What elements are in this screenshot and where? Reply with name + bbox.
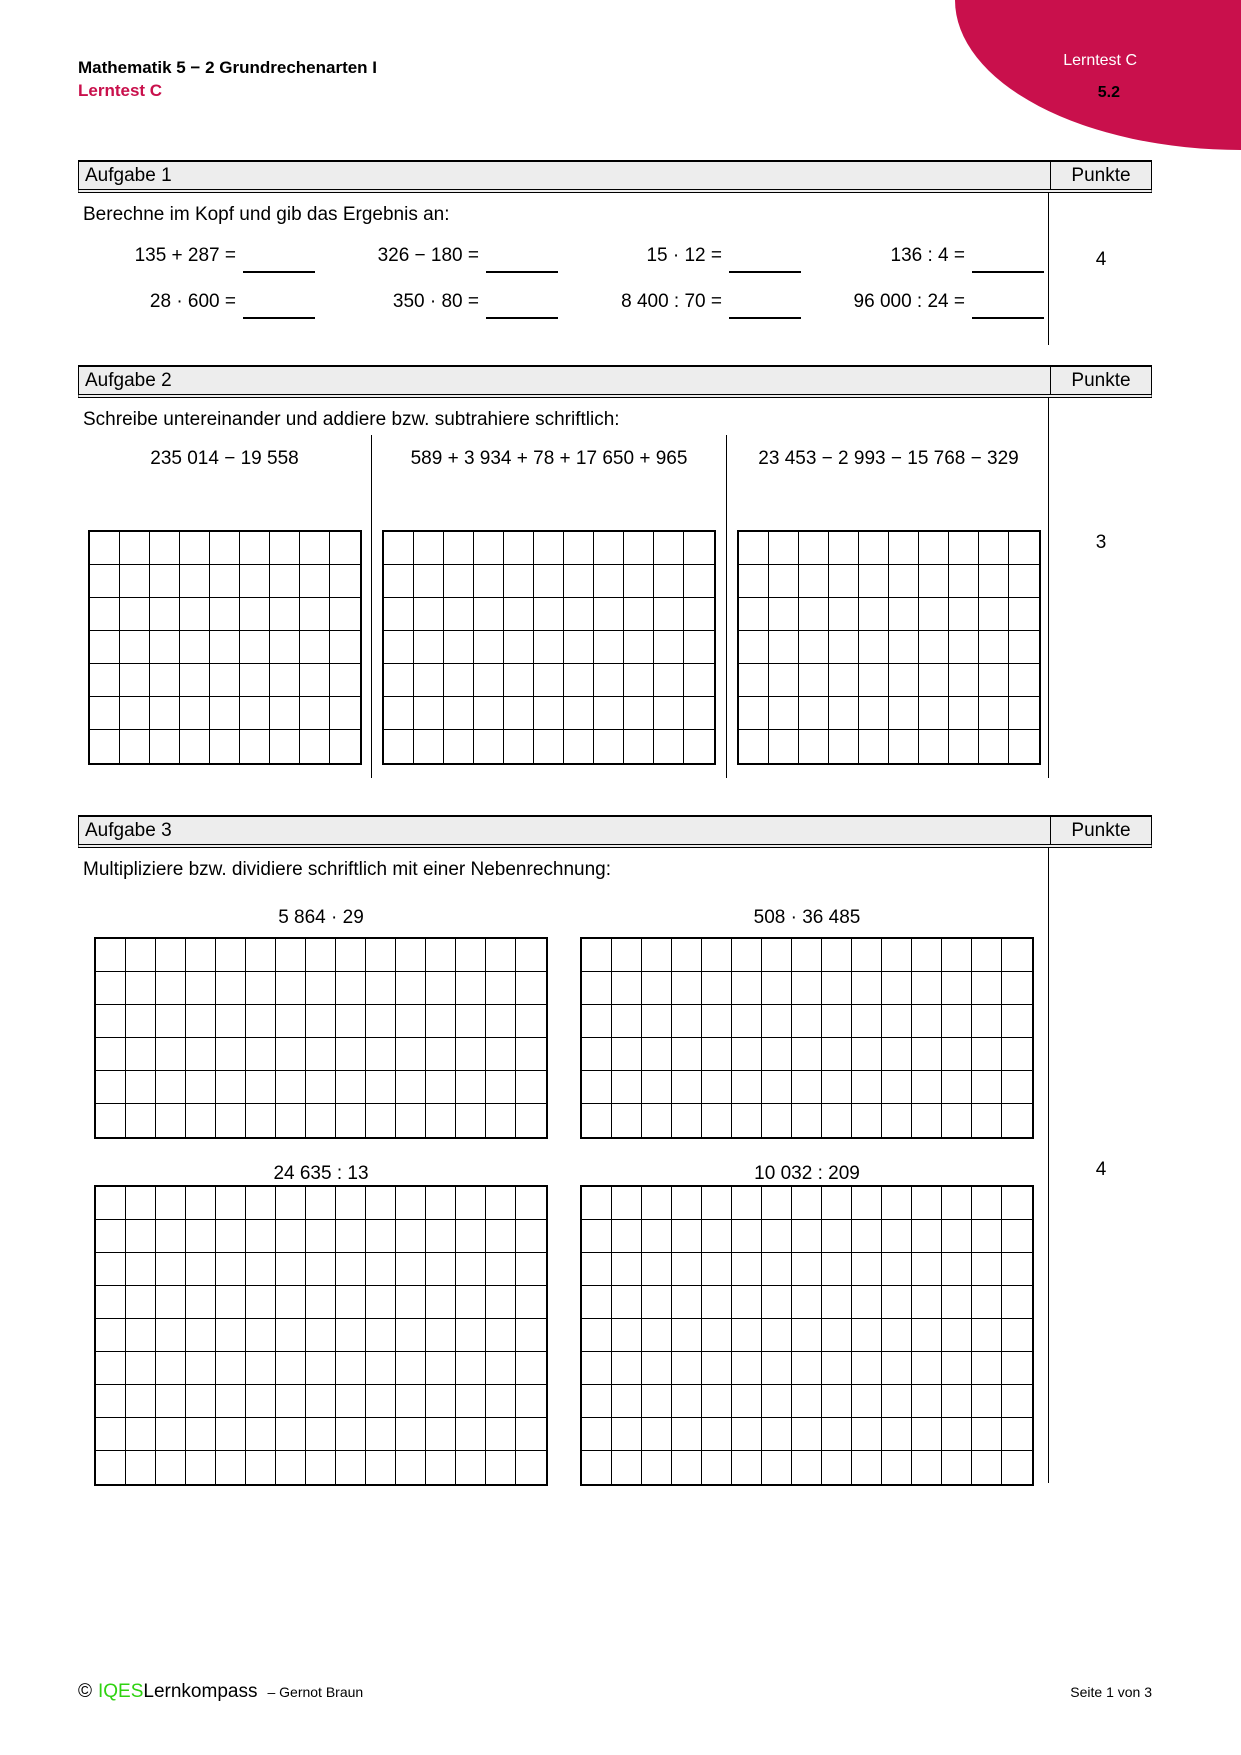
task-3-grids-row-1 bbox=[78, 937, 1050, 1139]
task-2-problem-columns bbox=[78, 435, 1050, 778]
corner-test-label: Lerntest C bbox=[1063, 52, 1137, 69]
mental-item bbox=[807, 289, 1050, 319]
answer-blank bbox=[729, 293, 801, 319]
corner-badge bbox=[955, 0, 1241, 150]
task-1-instruction: Berechne im Kopf und gib das Ergebnis an: bbox=[83, 204, 450, 225]
task-3 bbox=[78, 815, 1152, 1490]
task-2-header bbox=[78, 365, 1152, 398]
answer-blank bbox=[972, 247, 1044, 273]
problem-expression: 10 032 : 209 bbox=[754, 1163, 860, 1184]
mental-item bbox=[807, 243, 1050, 273]
problem-column bbox=[78, 435, 371, 778]
brand-iqes: IQES bbox=[98, 1681, 144, 1702]
problem-expression: 508 · 36 485 bbox=[753, 907, 861, 928]
mental-math-row-1 bbox=[78, 243, 1050, 273]
problem-expression: 235 014 − 19 558 bbox=[150, 448, 299, 469]
answer-blank bbox=[486, 293, 558, 319]
problem-column bbox=[371, 435, 727, 778]
page-number: Seite 1 von 3 bbox=[1070, 1684, 1152, 1700]
expression: 8 400 : 70 = bbox=[621, 291, 722, 312]
task-3-labels-row-2 bbox=[78, 1150, 1050, 1186]
mental-item bbox=[321, 243, 564, 273]
task-3-points-value: 4 bbox=[1095, 1159, 1107, 1180]
doc-header bbox=[78, 56, 377, 102]
task-3-body bbox=[78, 848, 1152, 1490]
task-3-points-label: Punkte bbox=[1050, 817, 1151, 844]
course-title: Mathematik 5 − 2 Grundrechenarten I bbox=[78, 58, 378, 77]
answer-grid bbox=[78, 1185, 564, 1486]
answer-blank bbox=[972, 293, 1044, 319]
copyright-icon: © bbox=[78, 1681, 92, 1702]
task-1-body bbox=[78, 193, 1152, 345]
task-2-instruction: Schreibe untereinander und addiere bzw. subtrahiere schriftlich: bbox=[83, 409, 620, 430]
corner-section-number: 5.2 bbox=[1097, 84, 1120, 101]
task-3-title: Aufgabe 3 bbox=[85, 820, 172, 841]
task-3-grids-row-2 bbox=[78, 1185, 1050, 1486]
mental-item bbox=[564, 243, 807, 273]
page-footer bbox=[78, 1680, 1152, 1704]
problem-expression: 5 864 · 29 bbox=[278, 907, 364, 928]
problem-expression: 23 453 − 2 993 − 15 768 − 329 bbox=[758, 448, 1019, 469]
expression: 28 · 600 = bbox=[149, 291, 236, 312]
expression: 326 − 180 = bbox=[377, 245, 479, 266]
task-2-title: Aufgabe 2 bbox=[85, 370, 172, 391]
task-2-points-value: 3 bbox=[1095, 532, 1107, 553]
task-3-header bbox=[78, 815, 1152, 848]
answer-blank bbox=[486, 247, 558, 273]
task-1-title: Aufgabe 1 bbox=[85, 165, 172, 186]
expression: 135 + 287 = bbox=[134, 245, 236, 266]
expression: 96 000 : 24 = bbox=[853, 291, 965, 312]
mental-math-row-2 bbox=[78, 289, 1050, 319]
task-2-body bbox=[78, 398, 1152, 780]
answer-blank bbox=[729, 247, 801, 273]
answer-blank bbox=[243, 247, 315, 273]
expression: 136 : 4 = bbox=[890, 245, 965, 266]
answer-grid bbox=[78, 530, 371, 765]
answer-blank bbox=[243, 293, 315, 319]
mental-item bbox=[321, 289, 564, 319]
mental-item bbox=[78, 243, 321, 273]
mental-item bbox=[78, 289, 321, 319]
task-3-instruction: Multipliziere bzw. dividiere schriftlich mit einer Nebenrechnung: bbox=[83, 859, 612, 880]
answer-grid bbox=[727, 530, 1050, 765]
answer-grid bbox=[372, 530, 726, 765]
task-1-points-label: Punkte bbox=[1050, 162, 1151, 189]
test-subtitle: Lerntest C bbox=[78, 81, 163, 100]
task-1-points-value: 4 bbox=[1095, 249, 1107, 270]
expression: 15 · 12 = bbox=[646, 245, 722, 266]
task-3-labels-row-1 bbox=[78, 894, 1050, 930]
task-1 bbox=[78, 160, 1152, 345]
answer-grid bbox=[564, 1185, 1050, 1486]
answer-grid bbox=[78, 937, 564, 1139]
answer-grid bbox=[564, 937, 1050, 1139]
problem-expression: 589 + 3 934 + 78 + 17 650 + 965 bbox=[410, 448, 688, 469]
task-2-points-label: Punkte bbox=[1050, 367, 1151, 394]
expression: 350 · 80 = bbox=[392, 291, 479, 312]
task-1-header bbox=[78, 160, 1152, 193]
task-2 bbox=[78, 365, 1152, 780]
author-credit: – Gernot Braun bbox=[267, 1684, 364, 1700]
mental-item bbox=[564, 289, 807, 319]
problem-column bbox=[727, 435, 1050, 778]
problem-expression: 24 635 : 13 bbox=[273, 1163, 369, 1184]
brand-lernkompass: Lernkompass bbox=[143, 1681, 258, 1702]
